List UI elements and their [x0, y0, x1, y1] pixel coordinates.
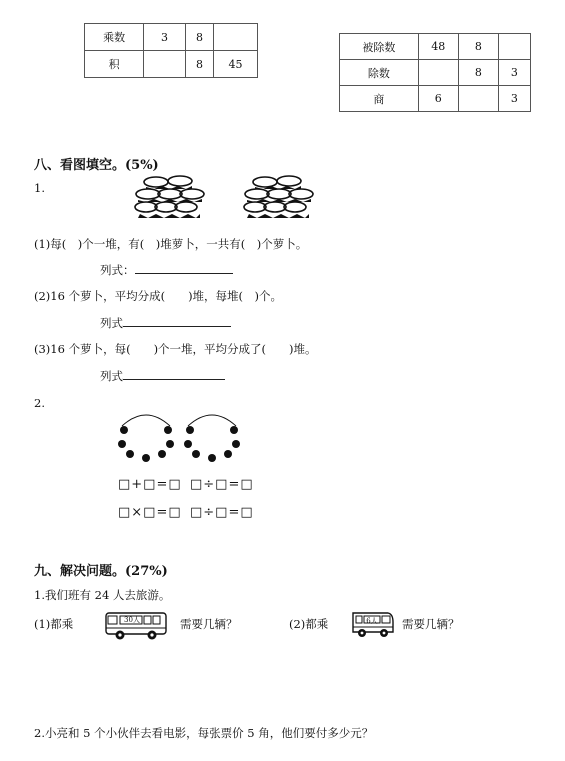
table-row-label: 乘数 [85, 24, 144, 51]
equation-blank[interactable]: □÷□=□ [190, 477, 254, 492]
question-line: (1)每( )个一堆，有( )堆萝卜，一共有( )个萝卜。 [34, 237, 308, 251]
question-line: 需要几辆？ [402, 617, 460, 631]
question-line: (2)16 个萝卜，平均分成( )堆，每堆( )个。 [34, 289, 283, 303]
table-cell: 8 [185, 24, 213, 51]
answer-line[interactable] [123, 379, 225, 380]
table-cell [498, 34, 530, 60]
table-row-label: 除数 [340, 60, 419, 86]
table-row-label: 商 [340, 86, 419, 112]
table-cell: 8 [185, 51, 213, 78]
formula-label: 列式 [100, 316, 123, 330]
table-cell: 3 [498, 60, 530, 86]
question-line: (3)16 个萝卜，每( )个一堆，平均分成了( )堆。 [34, 342, 317, 356]
table-cell: 8 [458, 34, 498, 60]
question-line: (1)都乘 [34, 617, 74, 631]
section-9-title: 九、解决问题。(27%) [34, 564, 168, 579]
question-number: 2. [34, 396, 45, 410]
table-cell [144, 51, 186, 78]
answer-line[interactable] [123, 326, 231, 327]
table-row-label: 被除数 [340, 34, 419, 60]
section-8-title: 八、看图填空。(5%) [34, 158, 159, 173]
multiplication-table [84, 23, 258, 78]
question-line: 1.我们班有 24 人去旅游。 [34, 588, 171, 602]
question-line: (2)都乘 [289, 617, 329, 631]
dot-ring-illustration [182, 408, 242, 464]
formula-row [100, 262, 233, 278]
table-cell [458, 86, 498, 112]
table-cell: 45 [214, 51, 258, 78]
table-cell: 6 [418, 86, 458, 112]
table-cell: 3 [498, 86, 530, 112]
formula-row [100, 315, 231, 331]
table-cell [214, 24, 258, 51]
table-cell: 8 [458, 60, 498, 86]
question-line: 需要几辆？ [180, 617, 238, 631]
radish-pile-illustration [243, 172, 317, 222]
table-cell [418, 60, 458, 86]
equation-blank[interactable]: □÷□=□ [190, 505, 254, 520]
answer-line[interactable] [135, 273, 233, 274]
bus-sign: 6人 [366, 617, 378, 625]
bus-sign: 30人 [124, 616, 140, 624]
table-cell: 3 [144, 24, 186, 51]
table-row-label: 积 [85, 51, 144, 78]
division-table [339, 33, 531, 112]
radish-pile-illustration [134, 172, 208, 222]
question-line: 2.小亮和 5 个小伙伴去看电影，每张票价 5 角，他们要付多少元？ [34, 726, 374, 740]
formula-label: 列式 [100, 369, 123, 383]
table-cell: 48 [418, 34, 458, 60]
equation-blank[interactable]: □×□=□ [118, 505, 182, 520]
equation-blank[interactable]: □+□=□ [118, 477, 182, 492]
question-number: 1. [34, 181, 45, 195]
formula-row [100, 368, 225, 384]
dot-ring-illustration [116, 408, 176, 464]
formula-label: 列式： [100, 263, 135, 277]
